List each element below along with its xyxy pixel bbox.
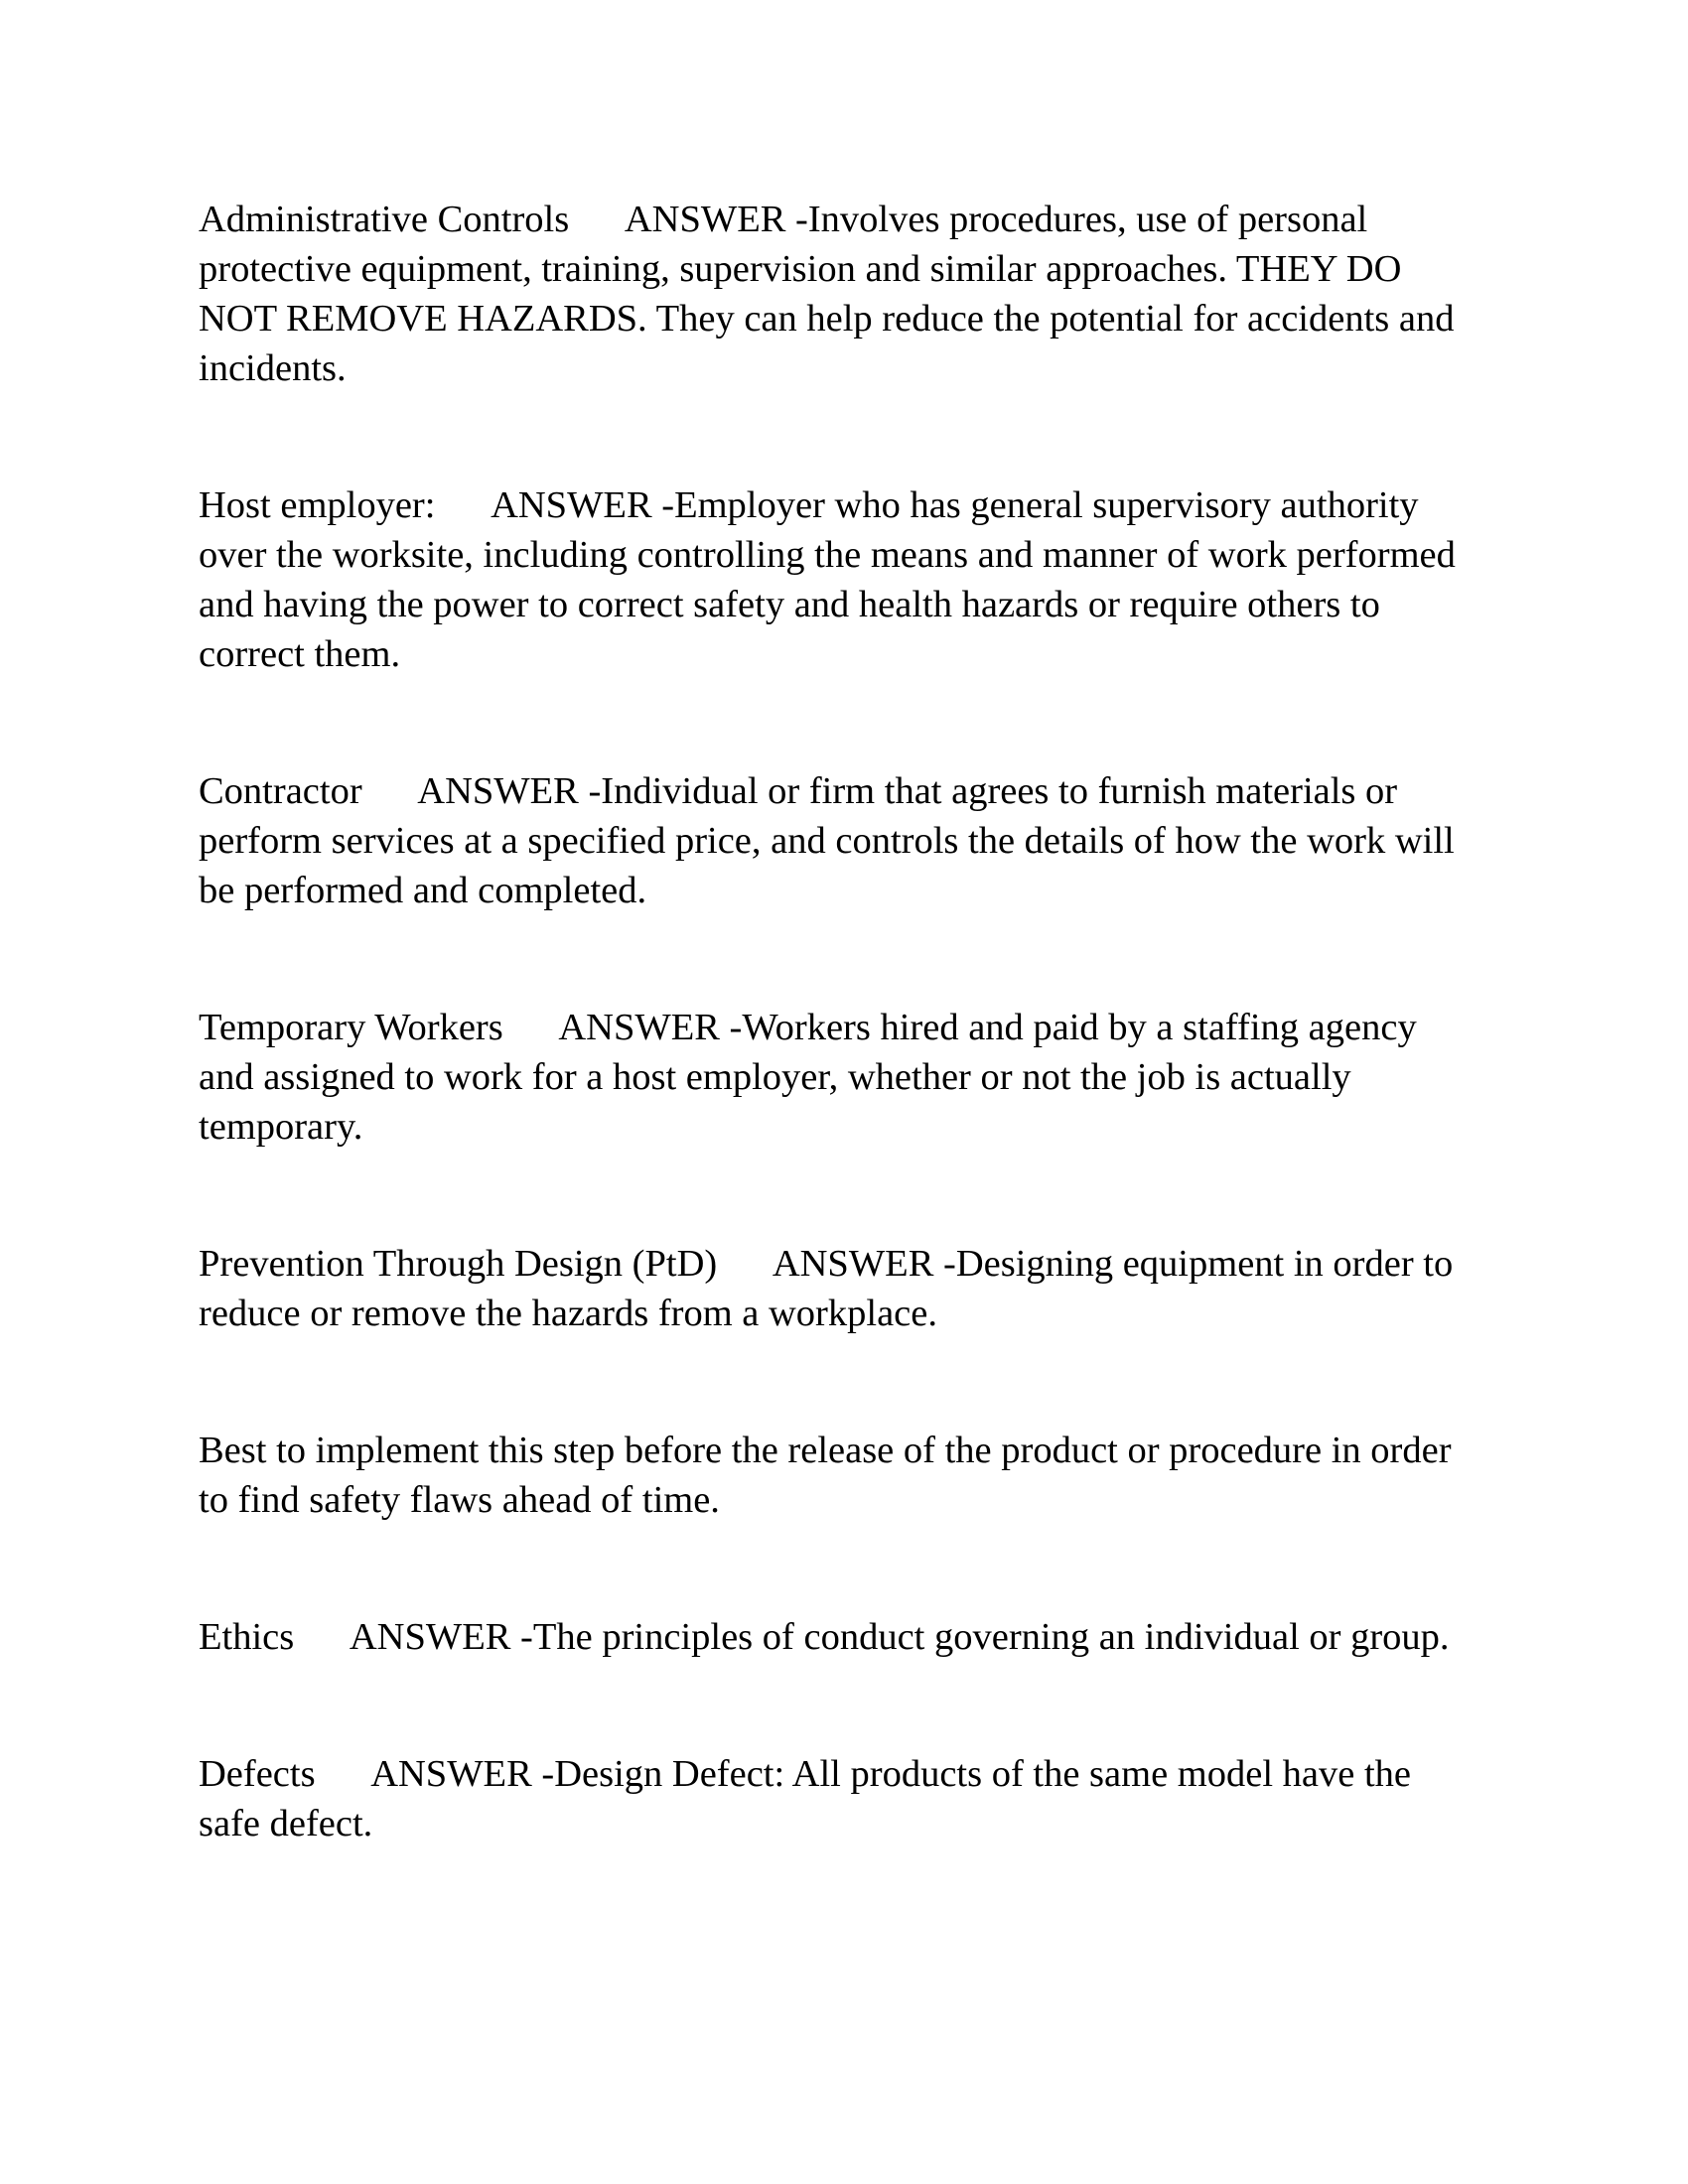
text-line: over the worksite, including controlling the means and manner of work performed <box>199 534 1456 576</box>
qa-paragraph-administrative-controls <box>199 195 1509 393</box>
text-line: protective equipment, training, supervision and similar approaches. THEY DO <box>199 248 1402 290</box>
qa-paragraph-best-to-implement <box>199 1426 1509 1525</box>
qa-paragraph-host-employer <box>199 480 1509 679</box>
text-line: Administrative Controls ANSWER -Involves procedures, use of personal <box>199 199 1368 240</box>
text-line: Temporary Workers ANSWER -Workers hired and paid by a staffing agency <box>199 1007 1417 1048</box>
text-line: Best to implement this step before the release of the product or procedure in order <box>199 1430 1452 1471</box>
text-line: reduce or remove the hazards from a workplace. <box>199 1293 937 1334</box>
text-line: Defects ANSWER -Design Defect: All products of the same model have the <box>199 1753 1411 1795</box>
text-line: temporary. <box>199 1106 363 1148</box>
text-line: safe defect. <box>199 1803 373 1844</box>
text-line: and assigned to work for a host employer, whether or not the job is actually <box>199 1056 1351 1098</box>
text-line: Prevention Through Design (PtD) ANSWER -Designing equipment in order to <box>199 1243 1454 1285</box>
text-line: Ethics ANSWER -The principles of conduct governing an individual or group. <box>199 1616 1450 1658</box>
text-line: Host employer: ANSWER -Employer who has general supervisory authority <box>199 484 1419 526</box>
qa-paragraph-defects <box>199 1749 1509 1848</box>
text-line: Contractor ANSWER -Individual or firm that agrees to furnish materials or <box>199 770 1398 812</box>
document-text-content <box>199 195 1509 1848</box>
text-line: incidents. <box>199 347 347 389</box>
qa-paragraph-ethics <box>199 1612 1509 1662</box>
text-line: perform services at a specified price, and controls the details of how the work will <box>199 820 1455 862</box>
text-line: correct them. <box>199 633 401 675</box>
qa-paragraph-prevention-through-design <box>199 1239 1509 1338</box>
qa-paragraph-temporary-workers <box>199 1003 1509 1152</box>
text-line: and having the power to correct safety and health hazards or require others to <box>199 584 1380 625</box>
text-line: to find safety flaws ahead of time. <box>199 1479 720 1521</box>
text-line: be performed and completed. <box>199 870 647 911</box>
text-line: NOT REMOVE HAZARDS. They can help reduce the potential for accidents and <box>199 298 1455 340</box>
qa-paragraph-contractor <box>199 766 1509 915</box>
